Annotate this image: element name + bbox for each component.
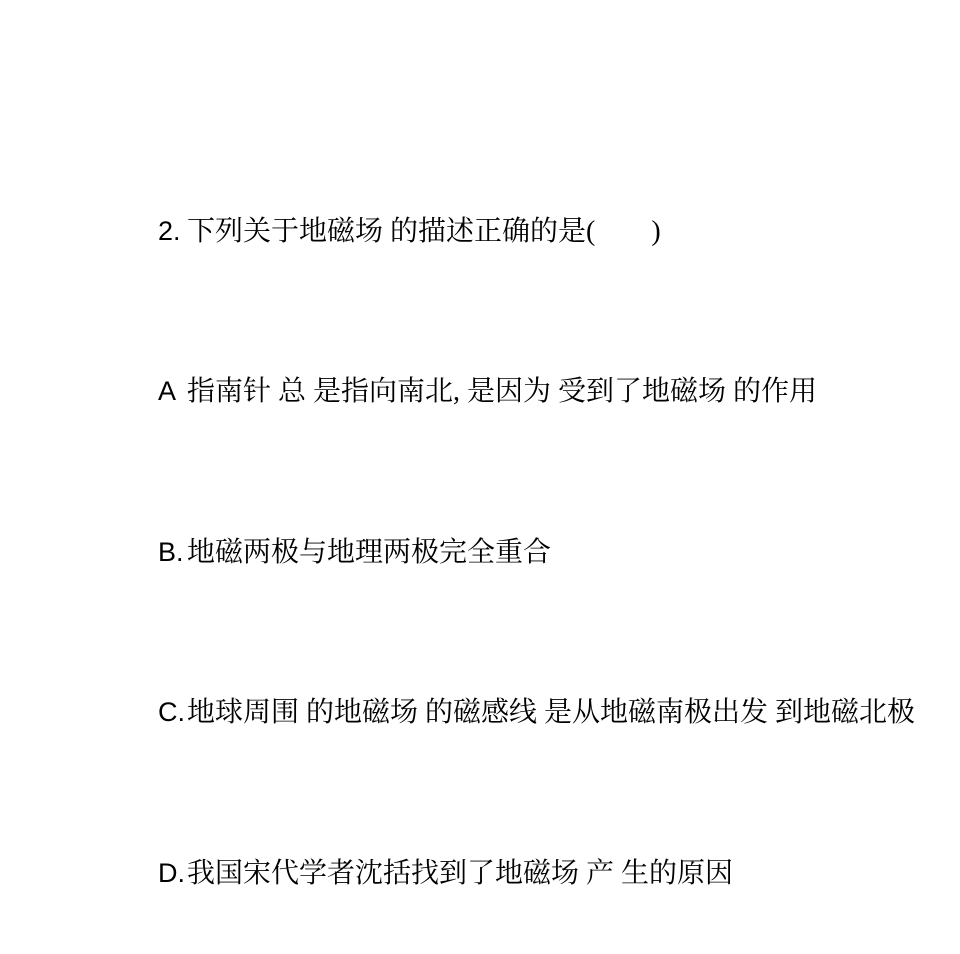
- option-b: [130, 472, 915, 633]
- option-c: [130, 633, 915, 794]
- question-stem: [130, 151, 915, 312]
- option-a-label: A: [158, 376, 177, 406]
- option-b-text: 地磁两极与地理两极完全重合: [187, 536, 552, 568]
- option-c-text: 地球周围 的地磁场 的磁感线 是从地磁南极出发 到地磁北极: [187, 697, 916, 728]
- option-b-label: B.: [158, 536, 184, 567]
- option-a: [130, 312, 915, 473]
- question-slide: [130, 151, 915, 954]
- question-stem-text: 下列关于地磁场 的描述正确的是( ): [187, 215, 661, 247]
- question-number: 2.: [158, 215, 181, 246]
- option-d: [130, 793, 915, 954]
- option-a-text: 指南针 总 是指向南北, 是因为 受到了地磁场 的作用: [187, 376, 818, 407]
- option-c-label: C.: [158, 697, 185, 727]
- option-d-text: 我国宋代学者沈括找到了地磁场 产 生的原因: [187, 857, 734, 889]
- option-d-label: D.: [158, 857, 185, 888]
